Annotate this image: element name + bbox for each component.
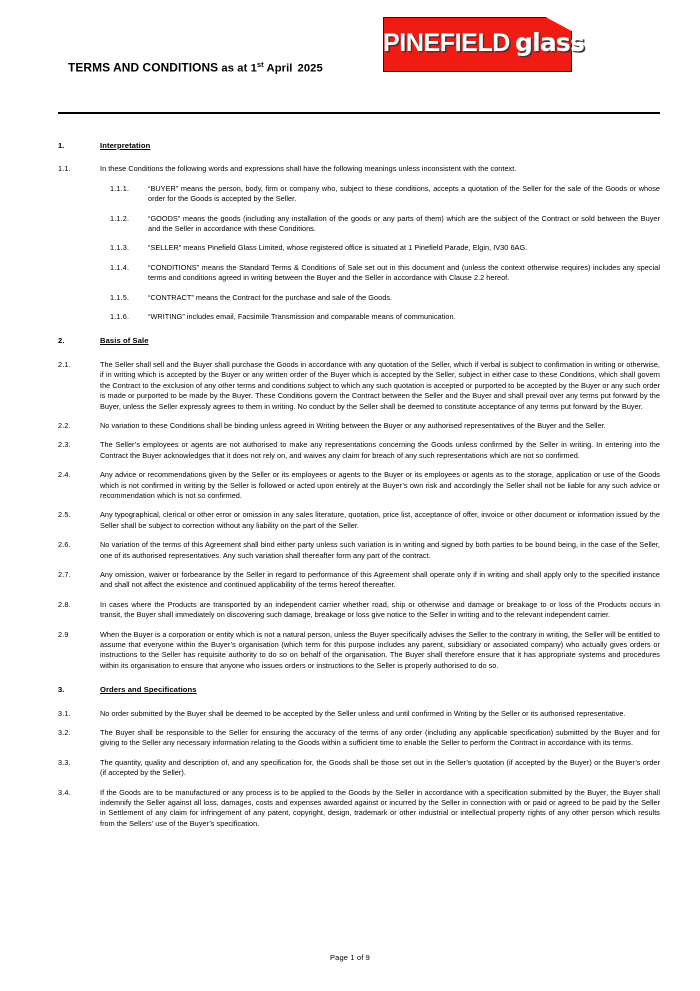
clause xyxy=(0,243,700,253)
page-title-year: 2025 xyxy=(297,62,323,75)
clause xyxy=(0,709,700,719)
clause-number: 1.1.5. xyxy=(110,292,130,302)
page-title-rest: as at 1 xyxy=(221,62,257,75)
clause xyxy=(0,440,700,461)
clause xyxy=(0,214,700,235)
clause-number: 2.3. xyxy=(58,440,71,450)
clause xyxy=(0,312,700,322)
logo-word-pinefield: PINEFIELD xyxy=(383,29,510,57)
clause-text: No variation of the terms of this Agreement shall bind either party unless such variation is in writing and signed by both parties to be bound being, in the case of the Seller, one of its authorised representatives. Any such variation shall thereafter form any part of the contract. xyxy=(100,540,660,560)
clause xyxy=(0,728,700,749)
clause-text: “CONDITIONS” means the Standard Terms & Conditions of Sale set out in this document and (unless the context otherwise requires) includes any special terms and conditions agreed in writing between the Buyer and the Seller in accordance with Clause 2.2 hereof. xyxy=(148,262,660,283)
clause xyxy=(0,758,700,779)
section-number: 2. xyxy=(58,336,65,346)
clause xyxy=(0,788,700,830)
section-title: Orders and Specifications xyxy=(100,685,197,695)
clause-text: The Seller shall sell and the Buyer shall purchase the Goods in accordance with any quotation of the Seller, which if verbal is subject to confirmation in writing or otherwise, if in writing which is accepted by the Buyer or any written order of the Buyer which is accepted by the Seller, subject in either case to these Conditions, which shall govern the Contract to the exclusion of any other terms and conditions subject to which any such quotation is accepted or purported to be accepted by the Buyer or any such order is made or purported to be made by the Buyer. These Conditions govern the Contract between the Seller and the Buyer and shall prevail over any terms put forward by the Buyer, unless the Seller expressly agrees to them in writing. No conduct by the Seller shall be deemed to constitute acceptance of any terms put forward by the Buyer. xyxy=(100,359,660,411)
section-heading xyxy=(0,685,700,695)
clause xyxy=(0,293,700,303)
clause xyxy=(0,421,700,431)
page-title-lead: TERMS AND CONDITIONS xyxy=(68,60,219,75)
clause-text: When the Buyer is a corporation or entity which is not a natural person, unless the Buyer specifically advises the Seller to the contrary in writing, the Seller will be entitled to assume that everyone within the Buyer’s organisation (which term for this purpose includes any parent, subsidiary or associated company) who actually gives orders or instructions to the Seller has requisite authority to do so on behalf of the organisation. The Buyer shall therefore ensure that it has appropriate systems and procedures within its organisation to ensure that anyone who issues orders or instructions to the Seller is properly authorised to do so. xyxy=(100,629,661,670)
clause-text: Any omission, waiver or forbearance by the Seller in regard to performance of this Agreement shall operate only if in writing and shall apply only to the specified instance and shall not affect the existence and continued applicability of the terms hereof thereafter. xyxy=(100,569,660,590)
clause-number: 3.4. xyxy=(58,787,71,797)
clause-number: 1.1.2. xyxy=(110,213,130,223)
section-number: 1. xyxy=(58,141,65,150)
section-number: 3. xyxy=(58,685,65,695)
clause-number: 1.1.6. xyxy=(110,312,130,322)
clause xyxy=(0,570,700,591)
company-logo xyxy=(383,17,585,72)
section-heading xyxy=(0,141,700,151)
clause-number: 1.1.3. xyxy=(110,243,130,253)
clause xyxy=(0,360,700,412)
clause-number: 3.2. xyxy=(58,728,71,738)
section-title: Basis of Sale xyxy=(100,336,149,346)
clause-text: The Seller’s employees or agents are not authorised to make any representations concerning the Goods unless confirmed by the Seller in writing. In entering into the Contract the Buyer acknowledges that it does not rely on, and waives any claim for breach of any such representations which are not so confirmed. xyxy=(100,440,660,460)
clause xyxy=(0,540,700,561)
clause-number: 2.6. xyxy=(58,540,71,550)
clause-number: 2.4. xyxy=(58,470,71,480)
section-title: Interpretation xyxy=(100,141,151,150)
document-header xyxy=(0,0,700,98)
clause xyxy=(0,184,700,205)
clause-text: In these Conditions the following words and expressions shall have the following meanings unless inconsistent with the context. xyxy=(100,164,517,174)
clause-text: No order submitted by the Buyer shall be deemed to be accepted by the Seller unless and until confirmed in Writing by the Seller or its authorised representative. xyxy=(100,708,626,718)
clause-text: In cases where the Products are transported by an independent carrier whether road, ship or otherwise and damage or breakage to or loss of the Products occurs in transit, the Buyer shall immediately on discovering such damage, breakage or loss give notice to the Seller in writing and to the relevant independent carrier. xyxy=(100,599,660,620)
clause-text: “SELLER” means Pinefield Glass Limited, whose registered office is situated at 1 Pinefield Parade, Elgin, IV30 6AG. xyxy=(148,243,528,253)
clause-number: 2.2. xyxy=(58,420,71,430)
logo-word-glass: glass xyxy=(514,28,585,57)
section-heading xyxy=(0,336,700,346)
clause-number: 2.1. xyxy=(58,359,71,369)
header-divider xyxy=(58,112,660,114)
clause-text: “BUYER” means the person, body, firm or company who, subject to these conditions, accepts a quotation of the Seller for the sale of the Goods or whose order for the Goods is accepted by the Seller. xyxy=(148,183,660,204)
page-footer: Page 1 of 9 xyxy=(329,953,370,962)
clause-number: 2.7. xyxy=(58,569,71,579)
page-title-month: April xyxy=(266,62,293,75)
clause-text: The quantity, quality and description of, and any specification for, the Goods shall be those set out in the Seller’s quotation (if accepted by the Buyer) or the Buyer’s order (if accepted by the Seller). xyxy=(100,757,660,778)
clause xyxy=(0,263,700,284)
clause-number: 2.5. xyxy=(58,510,71,520)
clause xyxy=(0,510,700,531)
clause-text: If the Goods are to be manufactured or any process is to be applied to the Goods by the Seller in accordance with a specification submitted by the Buyer, the Buyer shall indemnify the Seller against all loss, damages, costs and expenses awarded against or incurred by the Seller in connection with or paid or agreed to be paid by the Seller in Settlement of any claim for infringement of any patent, copyright, design, trademark or other industrial or intellectual property rights of any other person which results from the Sellers’ use of the Buyer’s specification. xyxy=(100,787,660,828)
page-title xyxy=(68,60,323,75)
clause-number: 3.1. xyxy=(58,708,71,718)
clause xyxy=(0,630,700,672)
clause-number: 2.8. xyxy=(58,599,71,609)
clause-number: 3.3. xyxy=(58,757,71,767)
clause xyxy=(0,470,700,501)
page-title-ordinal-suffix: st xyxy=(256,60,264,69)
clause-number: 2.9 xyxy=(58,629,69,639)
clause-text: The Buyer shall be responsible to the Seller for ensuring the accuracy of the terms of any order (including any applicable specification) submitted by the Buyer and for giving to the Seller any necessary information relating to the Goods within a sufficient time to enable the Seller to perform the Contract in accordance with its terms. xyxy=(100,728,660,748)
clause-text: “GOODS” means the goods (including any installation of the goods or any parts of them) which are the subject of the Contract or sold between the Buyer and the Seller in accordance with these Conditions. xyxy=(148,213,660,234)
document-body xyxy=(0,127,700,838)
clause xyxy=(0,164,700,174)
clause-text: No variation to these Conditions shall be binding unless agreed in Writing between the Buyer or any authorised representatives of the Buyer and the Seller. xyxy=(100,420,606,430)
clause-text: “CONTRACT” means the Contract for the purchase and sale of the Goods. xyxy=(148,292,393,302)
clause-text: “WRITING” includes email, Facsimile Transmission and comparable means of communication. xyxy=(148,312,456,322)
clause-number: 1.1. xyxy=(58,164,71,174)
logo-text xyxy=(383,28,585,57)
clause xyxy=(0,600,700,621)
clause-text: Any advice or recommendations given by the Seller or its employees or agents to the Buyer or its employees or agents as to the storage, application or use of the Goods which is not confirmed in writing by the Seller is followed or acted upon entirely at the Buyer’s own risk and accordingly the Seller shall not be liable for any such advice or recommendation which is not so confirmed. xyxy=(100,470,660,500)
clause-text: Any typographical, clerical or other error or omission in any sales literature, quotation, price list, acceptance of offer, invoice or other document or information issued by the Seller shall be subject to correction without any liability on the part of the Seller. xyxy=(100,510,660,530)
clause-number: 1.1.4. xyxy=(110,262,130,272)
clause-number: 1.1.1. xyxy=(110,183,130,193)
